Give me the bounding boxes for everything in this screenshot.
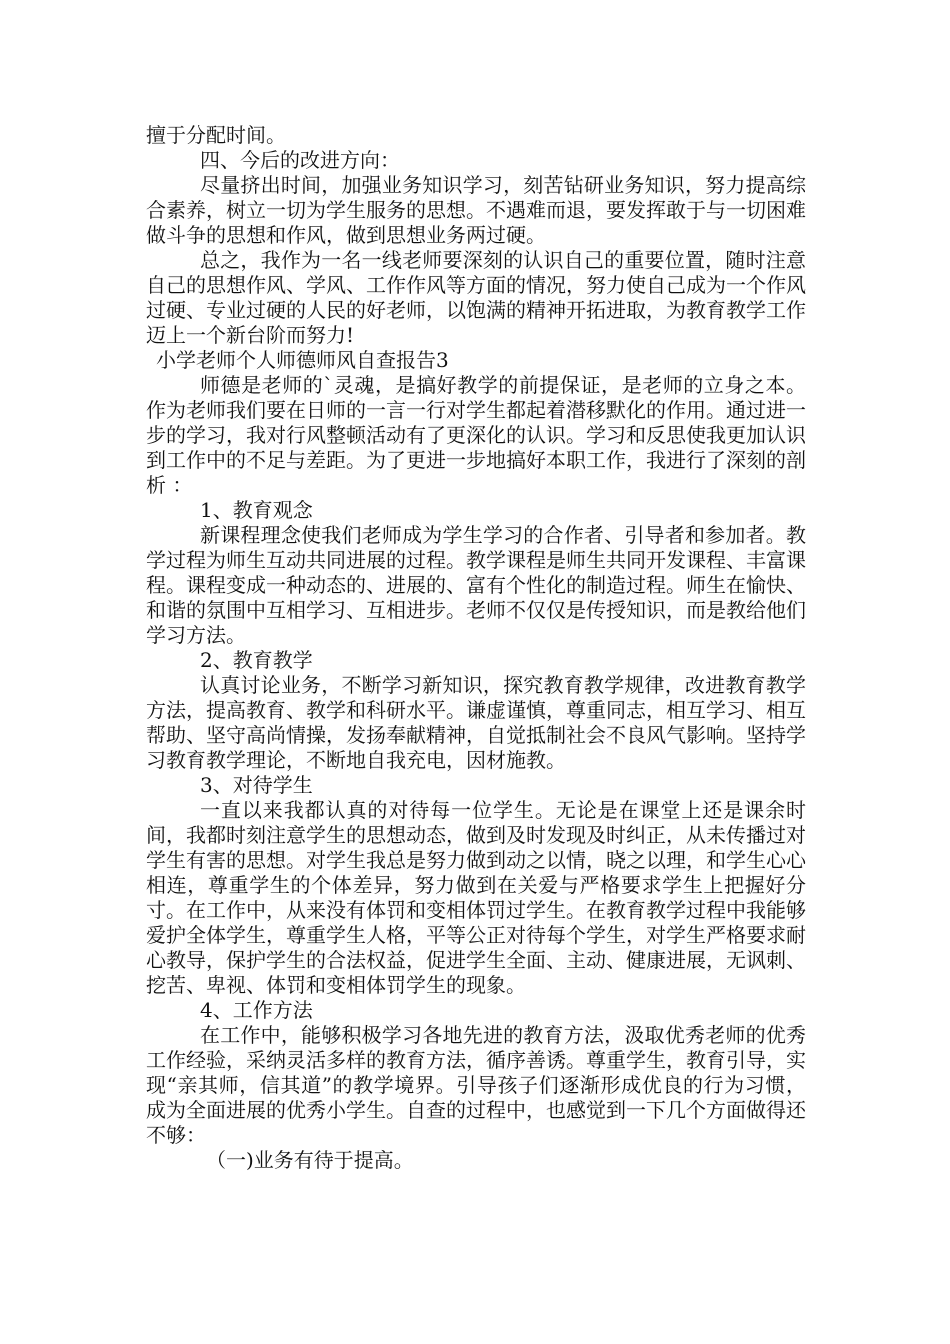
section-heading-students: 3、对待学生 <box>200 773 313 797</box>
subsection-business: （一)业务有待于提高。 <box>206 1148 414 1172</box>
paragraph-summary: 总之，我作为一名一线老师要深刻的认识自己的重要位置，随时注意自己的思想作风、学风、工作作风等方面的情况，努力使自己成为一个作风过硬、专业过硬的人民的好老师，以饱满的精神开拓进取，为教育教学工作迈上一个新台阶而努力! <box>146 248 806 347</box>
section-heading-improvement: 四、今后的改进方向： <box>200 148 400 172</box>
section-heading-concept: 1、教育观念 <box>200 498 313 522</box>
paragraph-intro: 师德是老师的`灵魂，是搞好教学的前提保证，是老师的立身之本。作为老师我们要在日师的一言一行对学生都起着潜移默化的作用。通过进一步的学习，我对行风整顿活动有了更深化的认识。学习和反思使我更加认识到工作中的不足与差距。为了更进一步地搞好本职工作，我进行了深刻的剖析 ： <box>146 373 806 497</box>
paragraph-improvement: 尽量挤出时间，加强业务知识学习，刻苦钻研业务知识，努力提高综合素养，树立一切为学生服务的思想。不遇难而退，要发挥敢于与一切困难做斗争的思想和作风，做到思想业务两过硬。 <box>146 173 806 247</box>
paragraph-students: 一直以来我都认真的对待每一位学生。无论是在课堂上还是课余时间，我都时刻注意学生的思想动态，做到及时发现及时纠正，从未传播过对学生有害的思想。对学生我总是努力做到动之以情，晓之以理，和学生心心相连，尊重学生的个体差异，努力做到在关爱与严格要求学生上把握好分寸。在工作中，从来没有体罚和变相体罚过学生。在教育教学过程中我能够爱护全体学生，尊重学生人格，平等公正对待每个学生，对学生严格要求耐心教导，保护学生的合法权益，促进学生全面、主动、健康进展，无讽刺、挖苦、卑视、体罚和变相体罚学生的现象。 <box>146 798 806 997</box>
section-heading-methods: 4、工作方法 <box>200 998 313 1022</box>
paragraph-teaching: 认真讨论业务，不断学习新知识，探究教育教学规律，改进教育教学方法，提高教育、教学和科研水平。谦虚谨慎，尊重同志，相互学习、相互帮助、坚守高尚情操，发扬奉献精神，自觉抵制社会不良风气影响。坚持学习教育教学理论，不断地自我充电，因材施教。 <box>146 673 806 772</box>
paragraph-concept: 新课程理念使我们老师成为学生学习的合作者、引导者和参加者。教学过程为师生互动共同进展的过程。教学课程是师生共同开发课程、丰富课程。课程变成一种动态的、进展的、富有个性化的制造过程。师生在愉快、和谐的氛围中互相学习、互相进步。老师不仅仅是传授知识，而是教给他们学习方法。 <box>146 523 806 647</box>
paragraph-continuation: 擅于分配时间。 <box>146 123 286 147</box>
report-title: 小学老师个人师德师风自查报告3 <box>156 348 449 372</box>
section-heading-teaching: 2、教育教学 <box>200 648 313 672</box>
paragraph-methods: 在工作中，能够积极学习各地先进的教育方法，汲取优秀老师的优秀工作经验，采纳灵活多样的教育方法，循序善诱。尊重学生，教育引导，实现“亲其师，信其道”的教学境界。引导孩子们逐渐形成优良的行为习惯，成为全面进展的优秀小学生。自查的过程中，也感觉到一下几个方面做得还不够： <box>146 1023 806 1147</box>
document-page <box>146 123 806 1173</box>
